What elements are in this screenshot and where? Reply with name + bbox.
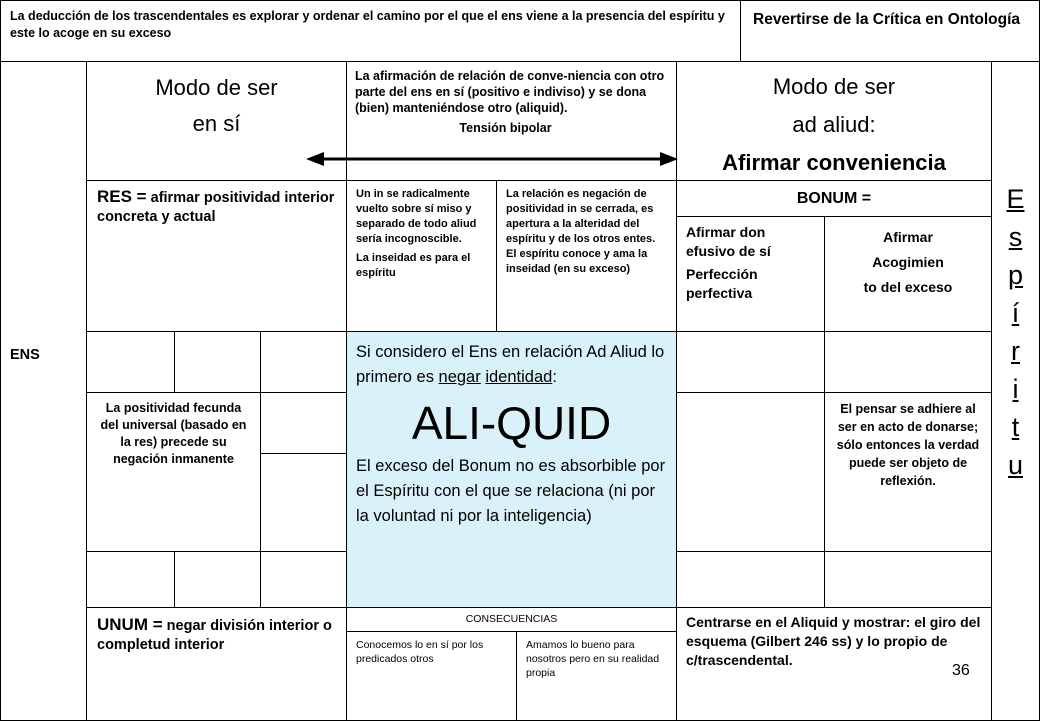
- bonum-cell: [676, 180, 992, 217]
- espiritu-vertical-label: [991, 180, 1040, 484]
- empty-cell: [260, 453, 347, 552]
- tension-double-arrow: [304, 149, 680, 169]
- relacion-cell: [496, 180, 677, 332]
- relacion-text: La relación es negación de positividad in se cerrada, es apertura a la alteridad del espíritu y de los otros entes. El espíritu conoce y ama la inseidad (en su exceso): [506, 188, 656, 275]
- inseidad-text: La inseidad es para el espíritu: [356, 252, 471, 279]
- un-in-se-text: Un in se radicalmente vuelto sobre sí miso y separado de todo aliud sería incognoscible.: [356, 188, 477, 245]
- unum-cell: [86, 607, 347, 721]
- unum-head: UNUM =: [97, 615, 163, 634]
- bonum-label: BONUM =: [796, 190, 872, 207]
- consecuencias-header-cell: [346, 607, 677, 632]
- modo-ad-aliud-cell: [676, 61, 992, 181]
- empty-cell: [86, 331, 175, 393]
- aliquid-exceso: El exceso del Bonum no es absorbible por el Espíritu con el que se relaciona (ni por la voluntad ni por la inteligencia): [356, 457, 666, 525]
- header-title-cell: [740, 0, 1040, 62]
- afirmar-acog-line3: to del exceso: [863, 279, 953, 295]
- espiritu-letter: p: [1007, 260, 1024, 290]
- espiritu-letter: E: [1006, 184, 1025, 214]
- ens-column: [0, 61, 87, 721]
- header-title: Revertirse de la Crítica en Ontología: [753, 11, 1021, 28]
- afirmar-acog-line1: Afirmar: [883, 229, 933, 245]
- conocemos-text: Conocemos lo en sí por los predicados otros: [356, 639, 484, 665]
- positividad-cell: [86, 392, 261, 552]
- afirmar-don-text: Afirmar don efusivo de sí: [686, 224, 771, 259]
- tension-bipolar-label: Tensión bipolar: [459, 121, 552, 135]
- empty-cell: [824, 551, 992, 608]
- modo-en-si-line2: en sí: [192, 111, 241, 136]
- ens-label: ENS: [10, 347, 40, 363]
- empty-cell: [260, 392, 347, 454]
- modo-en-si-line1: Modo de ser: [155, 75, 278, 100]
- aliquid-intro: [356, 340, 667, 390]
- centrarse-text: Centrarse en el Aliquid y mostrar: el giro del esquema (Gilbert 246 ss) y lo propio de c/trascendental.: [686, 614, 981, 668]
- afirmar-acog-line2: Acogimien: [872, 254, 944, 270]
- aliquid-intro-pre: Si considero el Ens en relación Ad Aliud lo primero es: [356, 343, 665, 386]
- afirmar-acogimiento-cell: [824, 216, 992, 332]
- espiritu-letter: r: [1011, 336, 1020, 366]
- modo-ad-line2: ad aliud:: [792, 112, 876, 137]
- empty-cell: [824, 331, 992, 393]
- espiritu-letter: í: [1011, 298, 1020, 328]
- centrarse-cell: [676, 607, 992, 721]
- un-in-se-cell: [346, 180, 497, 332]
- modo-ad-line3: Afirmar conveniencia: [722, 150, 946, 175]
- amamos-cell: [516, 631, 677, 721]
- empty-cell: [260, 551, 347, 608]
- page-number: 36: [952, 662, 970, 679]
- empty-cell: [676, 551, 825, 608]
- empty-cell: [260, 331, 347, 393]
- aliquid-intro-u2: identidad: [485, 368, 553, 386]
- res-cell: [86, 180, 347, 332]
- res-rest: afirmar positividad interior concreta y actual: [97, 190, 335, 225]
- espiritu-letter: t: [1011, 412, 1020, 442]
- espiritu-letter: u: [1007, 450, 1024, 480]
- empty-cell: [676, 331, 825, 393]
- positividad-text: La positividad fecunda del universal (basado en la res) precede su negación inmanente: [100, 401, 247, 466]
- empty-cell: [174, 551, 261, 608]
- res-head: RES =: [97, 187, 147, 206]
- header-intro-text: La deducción de los trascendentales es explorar y ordenar el camino por el que el ens viene a la presencia del espíritu y este lo acoge en su exceso: [10, 9, 725, 40]
- aliquid-intro-post: :: [552, 368, 557, 386]
- consecuencias-label: CONSECUENCIAS: [465, 613, 558, 625]
- pensar-cell: [824, 392, 992, 552]
- espiritu-letter: i: [1012, 374, 1019, 404]
- unum-rest: negar división interior o completud interior: [97, 618, 332, 653]
- empty-cell: [174, 331, 261, 393]
- afirmacion-text: La afirmación de relación de conve-niencia con otro parte del ens en sí (positivo e indiviso) y se dona (bien) manteniéndose otro (aliquid).: [355, 69, 665, 115]
- header-intro-cell: [0, 0, 741, 62]
- aliquid-intro-u1: negar: [438, 368, 481, 386]
- perfeccion-text: Perfección perfectiva: [686, 266, 758, 301]
- pensar-text: El pensar se adhiere al ser en acto de donarse; sólo entonces la verdad puede ser objeto de reflexión.: [836, 402, 980, 488]
- aliquid-center-cell: [346, 331, 677, 608]
- afirmar-don-cell: [676, 216, 825, 332]
- amamos-text: Amamos lo bueno para nosotros pero en su realidad propia: [526, 639, 660, 679]
- aliquid-title: ALI-QUID: [411, 397, 612, 449]
- conocemos-cell: [346, 631, 517, 721]
- modo-ad-line1: Modo de ser: [772, 74, 896, 99]
- espiritu-letter: s: [1008, 222, 1023, 252]
- empty-cell: [86, 551, 175, 608]
- empty-cell: [676, 392, 825, 552]
